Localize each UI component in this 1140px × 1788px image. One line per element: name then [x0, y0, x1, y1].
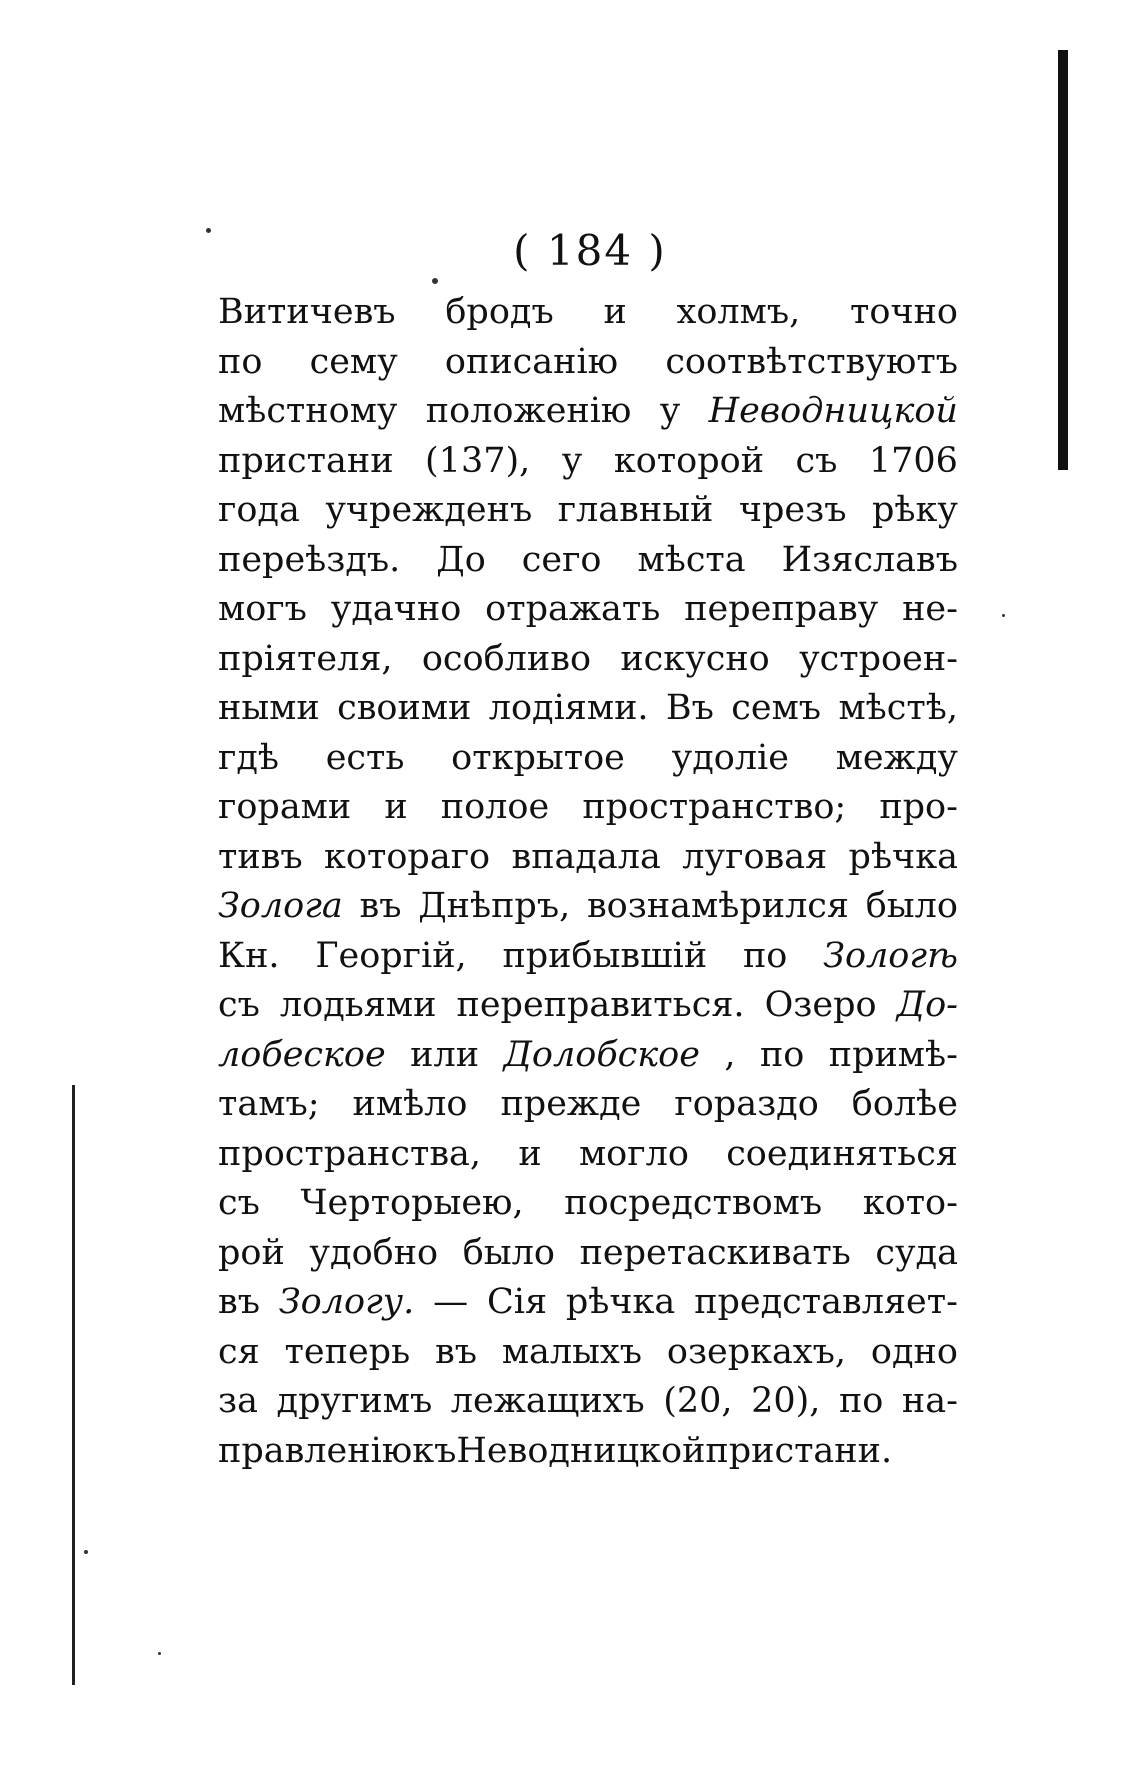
word: съ [218, 985, 260, 1025]
text-line [218, 1130, 958, 1180]
word: прибывшій [502, 935, 708, 976]
word: , [724, 1034, 736, 1075]
word: соединяться [726, 1133, 958, 1174]
word: Изяславъ [781, 539, 958, 580]
word: Озеро [764, 985, 877, 1025]
word: полое [440, 787, 550, 827]
page-number: ( 184 ) [513, 226, 667, 275]
word: болѣе [851, 1084, 958, 1124]
text-line [218, 783, 958, 833]
word: горами [218, 787, 352, 827]
word: въ [359, 886, 402, 926]
word: мѣста [637, 539, 746, 580]
word: бродъ [445, 292, 554, 332]
word: Днѣпръ, [418, 886, 571, 926]
text-line [218, 1229, 958, 1279]
word: искусно [620, 638, 770, 679]
word: пространства, [218, 1133, 482, 1174]
word: 20), [751, 1381, 821, 1421]
word: про- [879, 787, 958, 827]
word: и [518, 1133, 542, 1174]
word: за [218, 1381, 258, 1421]
text-line [218, 1080, 958, 1130]
word: своими [337, 688, 472, 728]
word: малыхъ [501, 1331, 643, 1372]
word: прежде [500, 1084, 642, 1124]
word: Кн. [218, 935, 280, 976]
word: Георгій, [315, 935, 467, 976]
word: рѣчка [848, 836, 958, 877]
word: и [384, 787, 408, 827]
word: Долобское [503, 1034, 700, 1075]
word: у [659, 391, 681, 431]
word: описанію [444, 341, 619, 382]
word: правленію [218, 1430, 413, 1471]
word: холмъ, [676, 292, 801, 332]
word: по [218, 341, 263, 382]
word: Зологу. [278, 1282, 415, 1322]
word: устроен- [799, 638, 958, 679]
word: кото- [862, 1183, 958, 1223]
word: луговая [682, 836, 828, 877]
word: Черторыею, [300, 1183, 524, 1223]
word: пріятеля, [218, 638, 393, 679]
word: мѣстѣ, [838, 688, 958, 728]
word: посредствомъ [564, 1183, 823, 1223]
word: тивъ [218, 836, 303, 877]
word: До [436, 539, 486, 580]
word: или [410, 1034, 480, 1075]
word: было [462, 1232, 555, 1273]
word: лодіями. [488, 688, 649, 728]
ink-speck [432, 278, 438, 284]
text-line [218, 882, 958, 932]
word: другимъ [276, 1381, 433, 1421]
word: по [742, 935, 788, 976]
text-line [218, 1427, 958, 1477]
word: теперь [284, 1331, 411, 1372]
word: пристани. [705, 1430, 893, 1471]
word: пространство; [582, 787, 847, 827]
word: открытое [451, 737, 625, 778]
word: Неводницкой [708, 391, 958, 431]
ink-speck [158, 1652, 161, 1655]
word: (20, [663, 1381, 733, 1421]
word: отражать [485, 589, 661, 629]
word: рѣку [871, 490, 958, 530]
word: которой [613, 440, 765, 481]
ink-speck [1002, 614, 1005, 617]
word: и [603, 292, 627, 332]
word: Въ [665, 688, 714, 728]
word: съ [218, 1183, 260, 1223]
word: по [838, 1381, 884, 1421]
text-line [218, 833, 958, 883]
word: точно [850, 292, 958, 332]
word: удачно [330, 589, 462, 629]
word: года [218, 490, 300, 530]
word: въ [434, 1331, 477, 1372]
text-line [218, 486, 958, 536]
word: къ [412, 1430, 457, 1471]
word: — [433, 1282, 469, 1322]
word: положенію [425, 391, 632, 431]
word: лежащихъ [450, 1381, 645, 1421]
word: у [561, 440, 583, 481]
text-line [218, 635, 958, 685]
text-line [218, 1328, 958, 1378]
word: удобно [309, 1232, 439, 1273]
word: котораго [324, 836, 491, 877]
text-line [218, 536, 958, 586]
word: вознамѣрился [586, 886, 849, 926]
word: сего [521, 539, 602, 580]
word: могло [578, 1133, 689, 1174]
word: лобеское [218, 1034, 386, 1075]
word: есть [325, 737, 405, 778]
word: перетаскивать [579, 1232, 851, 1273]
text-line [218, 1377, 958, 1427]
word: по [759, 1034, 805, 1075]
word: озеркахъ, [666, 1331, 847, 1372]
word: 1706 [868, 440, 958, 481]
word: между [835, 737, 958, 778]
text-line [218, 1278, 958, 1328]
word: учрежденъ [325, 490, 533, 530]
ink-speck [206, 228, 211, 233]
word: суда [875, 1232, 958, 1273]
word: представляет- [694, 1282, 958, 1322]
word: впадала [511, 836, 661, 877]
word: тамъ; [218, 1084, 320, 1124]
word: пристани [218, 440, 394, 481]
text-line [218, 437, 958, 487]
word: примѣ- [828, 1034, 958, 1075]
word: съ [795, 440, 838, 481]
word: семъ [731, 688, 822, 728]
word: Сія [486, 1282, 548, 1322]
word: лодьями [279, 985, 437, 1025]
word: одно [870, 1331, 958, 1372]
gutter-line [72, 1085, 75, 1685]
word: особливо [421, 638, 592, 679]
text-line [218, 288, 958, 338]
word: сему [309, 341, 398, 382]
ink-speck [84, 1550, 88, 1554]
word: переѣздъ. [218, 539, 401, 580]
word: гдѣ [218, 737, 279, 778]
word: имѣло [352, 1084, 468, 1124]
text-line [218, 1031, 958, 1081]
word: Витичевъ [218, 292, 396, 332]
text-line [218, 338, 958, 388]
word: могъ [218, 589, 307, 629]
text-line [218, 932, 958, 982]
word: переправу [684, 589, 879, 629]
word: рѣчка [565, 1282, 676, 1322]
text-line [218, 387, 958, 437]
word: мѣстному [218, 391, 398, 431]
word: Неводницкой [456, 1430, 706, 1471]
word: (137), [425, 440, 531, 481]
text-line [218, 684, 958, 734]
word: ся [218, 1331, 260, 1372]
text-line [218, 585, 958, 635]
word: До- [896, 985, 958, 1025]
word: чрезъ [738, 490, 847, 530]
word: было [865, 886, 958, 926]
word: Золога [218, 886, 343, 926]
word: на- [901, 1381, 958, 1421]
word: удоліе [671, 737, 789, 778]
word: главный [557, 490, 714, 530]
word: гораздо [674, 1084, 819, 1124]
word: соотвѣтствуютъ [665, 341, 958, 382]
word: Зологѣ [823, 935, 958, 976]
body-text [218, 288, 958, 1476]
word: переправиться. [456, 985, 745, 1025]
word: рой [218, 1232, 285, 1273]
word: ными [218, 688, 320, 728]
word: въ [218, 1282, 260, 1322]
text-line [218, 1179, 958, 1229]
word: не- [902, 589, 958, 629]
text-line [218, 734, 958, 784]
text-line [218, 981, 958, 1031]
page-edge-shadow [1058, 50, 1068, 470]
